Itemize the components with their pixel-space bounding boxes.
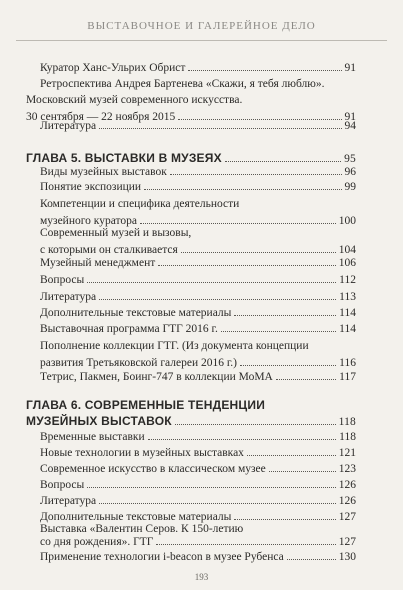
toc-entry-page: 127 bbox=[338, 536, 356, 548]
toc-entry bbox=[40, 494, 356, 508]
toc-entry bbox=[40, 77, 356, 91]
toc-entry-page: 91 bbox=[344, 62, 356, 74]
dot-leader bbox=[240, 365, 336, 366]
toc-entry bbox=[40, 510, 356, 524]
toc-entry-title: Тетрис, Пакмен, Боинг-747 в коллекции МоМА bbox=[40, 371, 273, 383]
toc-entry-title: Музейный менеджмент bbox=[40, 257, 156, 269]
dot-leader bbox=[144, 189, 341, 190]
dot-leader bbox=[276, 379, 336, 380]
toc-entry-title: Современный музей и вызовы, bbox=[40, 227, 192, 239]
toc-entry-page: 118 bbox=[338, 416, 356, 428]
dot-leader bbox=[158, 265, 336, 266]
toc-entry-title: Литература bbox=[40, 291, 97, 303]
toc-entry-page: 117 bbox=[339, 371, 356, 383]
dot-leader bbox=[99, 128, 341, 129]
toc-entry-title: 30 сентября — 22 ноября 2015 bbox=[26, 111, 176, 123]
toc-entry-title: Литература bbox=[40, 495, 97, 507]
toc-entry-page: 94 bbox=[344, 120, 356, 132]
toc-entry-title: Временные выставки bbox=[40, 431, 145, 443]
toc-entry bbox=[40, 370, 356, 384]
toc-entry-title: с которыми он сталкивается bbox=[40, 244, 178, 256]
toc-entry bbox=[40, 462, 356, 476]
toc-entry-title: Компетенции и специфика деятельности bbox=[40, 198, 240, 210]
toc-entry-page: 114 bbox=[339, 307, 356, 319]
toc-entry-title: развития Третьяковской галереи 2016 г.) bbox=[40, 357, 237, 369]
dot-leader bbox=[269, 471, 336, 472]
toc-entry bbox=[40, 306, 356, 320]
dot-leader bbox=[181, 252, 336, 253]
toc-entry bbox=[40, 180, 356, 194]
toc-entry-page: 130 bbox=[338, 551, 356, 563]
chapter-heading bbox=[26, 151, 356, 166]
dot-leader bbox=[148, 439, 337, 440]
toc-entry-title: Выставка «Валентин Серов. К 150-летию bbox=[40, 523, 244, 535]
toc-entry-page: 116 bbox=[339, 357, 356, 369]
toc-entry bbox=[40, 478, 356, 492]
dot-leader bbox=[140, 223, 336, 224]
toc-entry bbox=[40, 290, 356, 304]
toc-entry-page: 118 bbox=[339, 431, 356, 443]
toc-entry bbox=[40, 550, 356, 564]
toc-entry-title: Виды музейных выставок bbox=[40, 166, 167, 178]
toc-entry bbox=[40, 322, 356, 336]
toc-entry-page: 104 bbox=[338, 244, 356, 256]
dot-leader bbox=[175, 424, 336, 425]
toc-entry-page: 126 bbox=[338, 495, 356, 507]
toc-entry-page: 114 bbox=[339, 323, 356, 335]
dot-leader bbox=[99, 503, 336, 504]
toc-entry bbox=[40, 273, 356, 287]
toc-entry-title: Вопросы bbox=[40, 274, 85, 286]
toc-entry-title: Выставочная программа ГТГ 2016 г. bbox=[40, 323, 218, 335]
toc-entry-page: 96 bbox=[344, 166, 356, 178]
dot-leader bbox=[156, 544, 335, 545]
dot-leader bbox=[225, 161, 341, 162]
toc-entry-title: Куратор Ханс-Ульрих Обрист bbox=[40, 62, 186, 74]
toc-entry-page: 121 bbox=[338, 447, 356, 459]
running-head: ВЫСТАВОЧНОЕ И ГАЛЕРЕЙНОЕ ДЕЛО bbox=[87, 20, 316, 32]
dot-leader bbox=[170, 174, 342, 175]
toc-entry-page: 106 bbox=[338, 257, 356, 269]
toc-entry bbox=[40, 197, 356, 228]
dot-leader bbox=[234, 519, 335, 520]
toc-entry bbox=[40, 119, 356, 133]
toc-entry bbox=[40, 256, 356, 270]
toc-entry-page: 91 bbox=[344, 111, 356, 123]
toc-entry-page: 112 bbox=[339, 274, 356, 286]
toc-entry-title: Пополнение коллекции ГТГ. (Из документа концепции bbox=[40, 340, 309, 352]
chapter-title: ГЛАВА 6. СОВРЕМЕННЫЕ ТЕНДЕНЦИИ bbox=[26, 398, 266, 412]
toc-entry-title: Применение технологии i-beacon в музее Рубенса bbox=[40, 551, 284, 563]
dot-leader bbox=[87, 282, 336, 283]
toc-entry-title: Дополнительные текстовые материалы bbox=[40, 307, 232, 319]
toc-entry-page: 95 bbox=[344, 153, 356, 165]
running-head-rule bbox=[16, 40, 387, 41]
toc-entry-title: Новые технологии в музейных выставках bbox=[40, 447, 244, 459]
dot-leader bbox=[221, 331, 336, 332]
toc-entry-title: со дня рождения». ГТГ bbox=[40, 536, 154, 548]
toc-entry-title: Московский музей современного искусства. bbox=[26, 94, 243, 106]
toc-entry-page: 99 bbox=[344, 181, 356, 193]
dot-leader bbox=[247, 455, 336, 456]
toc-entry-title: Вопросы bbox=[40, 479, 85, 491]
toc-entry-page: 127 bbox=[338, 511, 356, 523]
toc-entry-page: 126 bbox=[338, 479, 356, 491]
toc-entry-page: 113 bbox=[339, 291, 356, 303]
chapter-title: ГЛАВА 5. ВЫСТАВКИ В МУЗЕЯХ bbox=[26, 151, 222, 165]
toc-entry-page: 100 bbox=[338, 215, 356, 227]
toc-entry bbox=[40, 165, 356, 179]
toc-entry-title: Понятие экспозиции bbox=[40, 181, 142, 193]
toc-entry bbox=[40, 339, 356, 370]
toc-entry-title: Ретроспектива Андрея Бартенева «Скажи, я тебя люблю». bbox=[40, 78, 325, 90]
dot-leader bbox=[99, 299, 336, 300]
dot-leader bbox=[287, 559, 336, 560]
toc-entry-title: Дополнительные текстовые материалы bbox=[40, 511, 232, 523]
dot-leader bbox=[188, 70, 341, 71]
toc-entry bbox=[40, 523, 356, 548]
toc-entry bbox=[40, 226, 356, 257]
toc-entry-page: 123 bbox=[338, 463, 356, 475]
chapter-title: МУЗЕЙНЫХ ВЫСТАВОК bbox=[26, 414, 172, 428]
toc-entry-title: Литература bbox=[40, 120, 97, 132]
toc-entry bbox=[40, 446, 356, 460]
dot-leader bbox=[234, 315, 336, 316]
toc-entry bbox=[40, 61, 356, 75]
toc-entry-title: музейного куратора bbox=[40, 215, 137, 227]
toc-entry-title: Современное искусство в классическом музее bbox=[40, 463, 266, 475]
toc-entry bbox=[40, 430, 356, 444]
page-number: 193 bbox=[194, 572, 209, 582]
chapter-heading bbox=[26, 398, 356, 430]
dot-leader bbox=[87, 487, 336, 488]
